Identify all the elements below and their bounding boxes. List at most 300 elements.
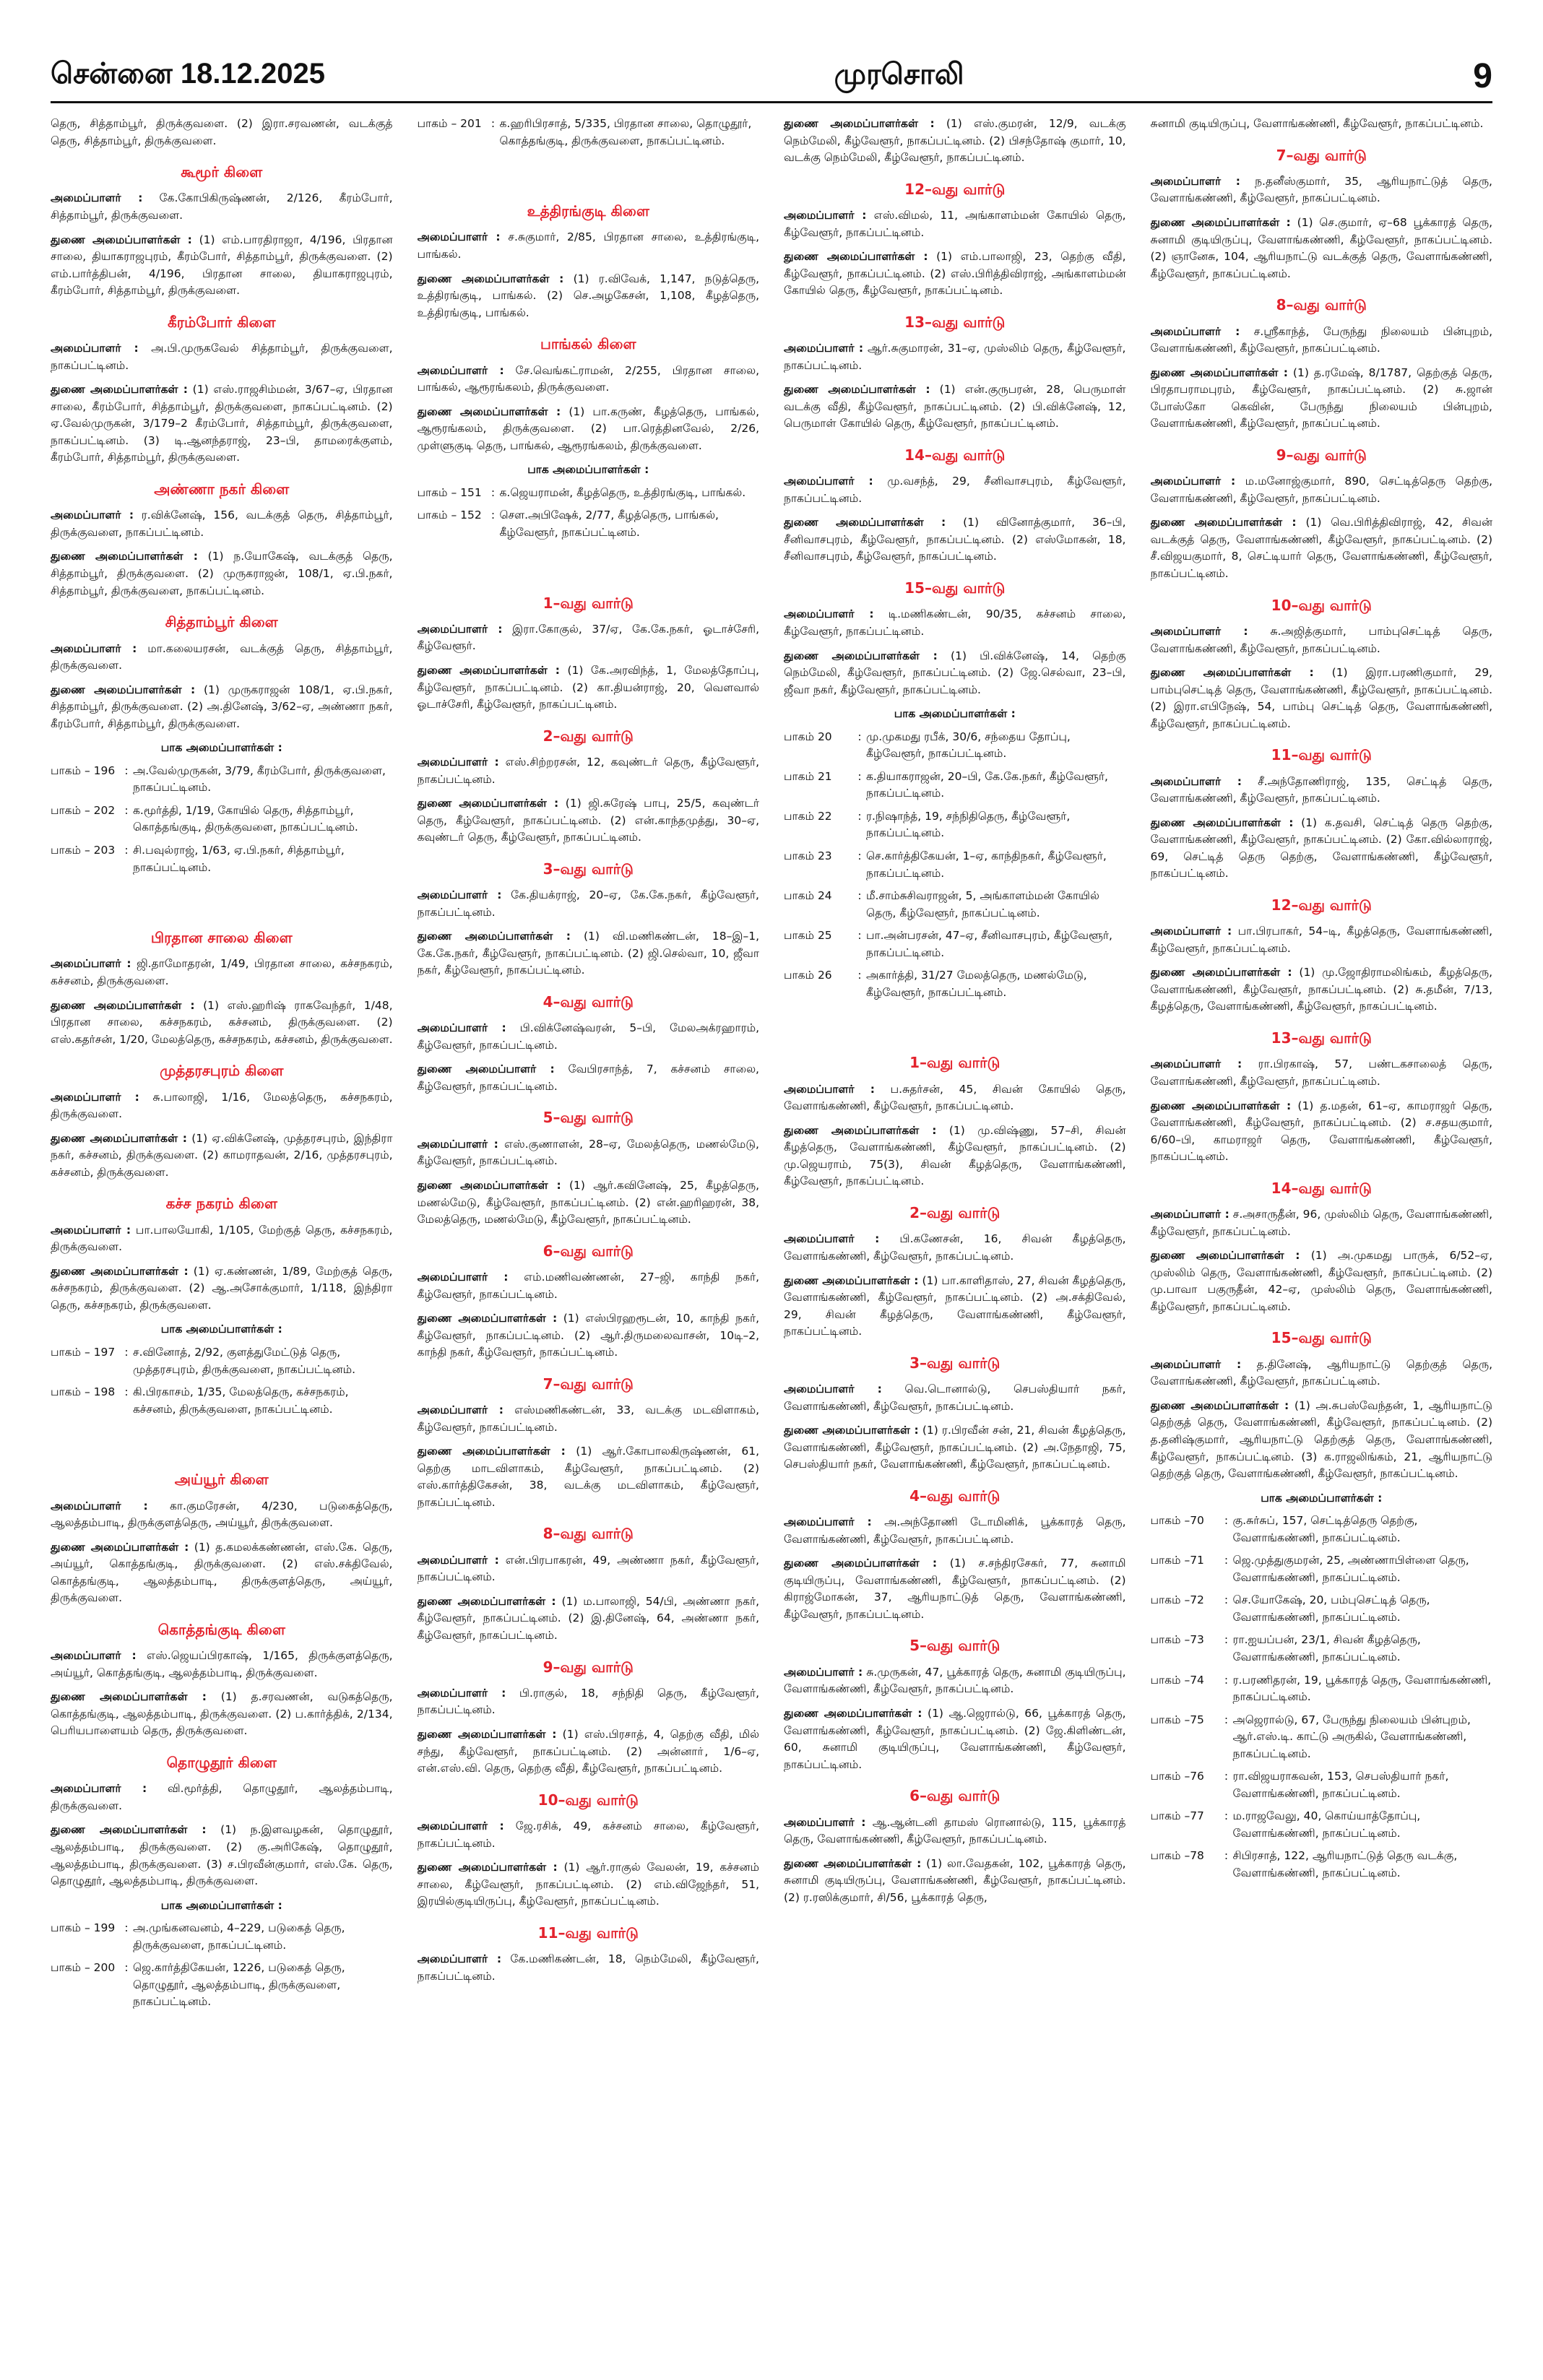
entry-paragraph: [1151, 623, 1493, 657]
role-label: துணை அமைப்பாளர்கள் :: [784, 516, 946, 529]
booth-number: பாகம் –70: [1150, 1514, 1204, 1528]
booth-entry: [784, 967, 1126, 1001]
booth-entry: [1151, 1768, 1493, 1802]
role-label: அமைப்பாளர் :: [784, 1515, 872, 1529]
section-heading: 1–வது வார்டு: [543, 594, 634, 612]
section-heading: 11–வது வார்டு: [537, 1924, 639, 1942]
column-3: [784, 116, 1126, 2362]
role-label: துணை அமைப்பாளர்கள் :: [51, 1540, 189, 1554]
role-label: அமைப்பாளர் :: [51, 641, 137, 655]
entry-paragraph: [418, 621, 760, 655]
entry-text: (1) ஏ.கண்ணன், 1/89, மேற்குத் தெரு, கச்சநகரம், திருக்குவளை. (2) ஆ.அசோக்குமார், 1/118, இந்திரா தெரு, கச்சநகரம், திருக்குவளை.: [51, 1264, 393, 1312]
booth-separator: :: [490, 117, 496, 130]
section-heading: 14–வது வார்டு: [904, 446, 1006, 464]
section-heading: 7–வது வார்டு: [543, 1375, 634, 1393]
booth-entry: [1151, 1632, 1493, 1666]
entry-text: சு.முருகன், 47, பூக்காரத் தெரு, சுனாமி குடியிருப்பு, வேளாங்கண்ணி, கீழ்வேளூர், நாகப்பட்டினம்.: [784, 1665, 1126, 1696]
entry-text: (1) பா.கருண், கீழத்தெரு, பாங்கல், ஆரூரங்கலம், திருக்குவளை. (2) பா.ரெத்தினவேல், 2/26, முள்ளுகுடி தெரு, பாங்கல், ஆரூரங்கலம், திருக்குவளை.: [417, 404, 759, 452]
booth-separator: :: [857, 809, 862, 823]
role-label: அமைப்பாளர் :: [784, 1232, 880, 1246]
entry-paragraph: [784, 340, 1126, 374]
section-heading: 13–வது வார்டு: [904, 313, 1006, 331]
entry-paragraph: [1151, 1356, 1493, 1390]
section-heading: 12–வது வார்டு: [1271, 896, 1372, 914]
entry-paragraph: [784, 648, 1126, 699]
booth-entry: [418, 485, 760, 502]
entry-text: (1) எஸ்.குமரன், 12/9, வடக்கு நெம்மேலி, கீழ்வேளூர், நாகப்பட்டினம். (2) பிசந்தோஷ் குமார், 10, வடக்கு நெம்மேலி, கீழ்வேளூர், நாகப்பட்டினம்.: [784, 117, 1126, 165]
entry-paragraph: [1151, 215, 1493, 282]
entry-text: (1) ந.யோகேஷ், வடக்குத் தெரு, சித்தாம்பூர், திருக்குவளை. (2) முருகராஜன், 108/1, ஏ.பி.நகர், சித்தாம்பூர், திருக்குவளை, நாகப்பட்டினம்.: [51, 550, 393, 597]
entry-paragraph: [418, 1443, 760, 1511]
booth-person: க.ஹரிபிரசாத், 5/335, பிரதான சாலை, தொழுதூர், கொத்தங்குடி, திருக்குவளை, நாகப்பட்டினம்.: [499, 117, 752, 147]
entry-paragraph: [418, 1685, 760, 1719]
role-label: துணை அமைப்பாளர்கள் :: [51, 233, 192, 246]
booth-entry: [784, 769, 1126, 802]
entry-text: ரா.பிரகாஷ், 57, பண்டகசாலைத் தெரு, வேளாங்கண்ணி, கீழ்வேளூர், நாகப்பட்டினம்.: [1150, 1057, 1492, 1088]
booth-number: பாகம் – 198: [51, 1385, 116, 1399]
entry-text: பி.கணேசன், 16, சிவன் கீழத்தெரு, வேளாங்கண்ணி, கீழ்வேளூர், நாகப்பட்டினம்.: [784, 1232, 1126, 1263]
entry-paragraph: [784, 1273, 1126, 1341]
entry-text: (1) ந.இளவழகன், தொழுதூர், ஆலத்தம்பாடி, திருக்குவளை. (2) கு.அரிகேஷ், தொழுதூர், ஆலத்தம்பாடி, திருக்குவளை. (3) ச.பிரவீன்குமார், எஸ்.கே. தெரு, தொழுதூர், ஆலத்தம்பாடி, திருக்குவளை.: [51, 1823, 393, 1888]
booth-person: அகார்த்தி, 31/27 மேலத்தெரு, மணல்மேடு, கீழ்வேளூர், நாகப்பட்டினம்.: [866, 969, 1087, 999]
role-label: அமைப்பாளர் :: [417, 230, 501, 244]
role-label: அமைப்பாளர் :: [784, 1082, 875, 1096]
role-label: துணை அமைப்பாளர்கள் :: [51, 1264, 189, 1278]
section-heading: 1–வது வார்டு: [909, 1054, 1000, 1072]
entry-text: மு.வசந்த், 29, சீனிவாசபுரம், கீழ்வேளூர், நாகப்பட்டினம்.: [784, 475, 1126, 505]
booth-entry: [784, 927, 1126, 961]
role-label: துணை அமைப்பாளர்கள் :: [1150, 666, 1314, 680]
booth-person: க.மூர்த்தி, 1/19, கோயில் தெரு, சித்தாம்பூர், கொத்தங்குடி, திருக்குவளை, நாகப்பட்டினம்.: [133, 803, 358, 834]
section-heading: 5–வது வார்டு: [909, 1637, 1000, 1655]
section-heading: 9–வது வார்டு: [543, 1658, 634, 1676]
booth-person: சிபிரசாத், 122, ஆரியநாட்டுத் தெரு வடக்கு, வேளாங்கண்ணி, நாகப்பட்டினம்.: [1232, 1849, 1458, 1879]
booth-entry: [1151, 1552, 1493, 1586]
booth-person: கு.சுர்சுப், 157, செட்டித்தெரு தெற்கு, வேளாங்கண்ணி, நாகப்பட்டினம்.: [1232, 1514, 1418, 1544]
booth-separator: :: [124, 1961, 129, 1975]
booth-separator: :: [857, 929, 862, 943]
booth-number: பாகம் –73: [1150, 1633, 1204, 1647]
entry-text: எஸ்.குணாளன், 28–ஏ, மேலத்தெரு, மணல்மேடு, கீழ்வேளூர், நாகப்பட்டினம்.: [417, 1137, 759, 1168]
section-heading: 13–வது வார்டு: [1271, 1029, 1372, 1047]
booth-person: ரா.ஐயப்பன், 23/1, சிவன் கீழத்தெரு, வேளாங்கண்ணி, நாகப்பட்டினம்.: [1232, 1633, 1421, 1663]
booth-number: பாகம் 24: [784, 889, 832, 903]
entry-paragraph: [784, 514, 1126, 566]
role-label: அமைப்பாளர் :: [1150, 324, 1240, 338]
role-label: துணை அமைப்பாளர்கள் :: [784, 1123, 937, 1137]
booth-entry: [1151, 1808, 1493, 1842]
entry-paragraph: [51, 116, 393, 150]
role-label: அமைப்பாளர் :: [1150, 925, 1232, 938]
entry-paragraph: [418, 662, 760, 714]
entry-paragraph: [418, 1402, 760, 1436]
booth-number: பாகம் – 203: [51, 843, 116, 857]
entry-paragraph: [784, 1231, 1126, 1265]
entry-text: ஜி.தாமோதரன், 1/49, பிரதான சாலை, கச்சநகரம், கச்சனம், திருக்குவளை.: [51, 957, 393, 987]
booth-number: பாகம் 26: [784, 969, 832, 982]
role-label: துணை அமைப்பாளர்கள் :: [51, 383, 188, 397]
role-label: துணை அமைப்பாளர்கள் :: [417, 272, 564, 285]
booth-separator: :: [1224, 1514, 1229, 1528]
role-label: அமைப்பாளர் :: [417, 1553, 499, 1567]
role-label: அமைப்பாளர் :: [51, 509, 134, 522]
entry-text: (1) ஆர்.ராகுல் வேலன், 19, கச்சனம் சாலை, கீழ்வேளூர், நாகப்பட்டினம். (2) எம்.விஜேந்தர், 51, இரயில்குடியிருப்பு, கீழ்வேளூர், நாகப்பட்டினம்.: [417, 1861, 759, 1908]
booth-entry: [51, 1960, 393, 2011]
booth-person: செ.யோகேஷ், 20, பம்புசெட்டித் தெரு, வேளாங்கண்ணி, நாகப்பட்டினம்.: [1232, 1593, 1430, 1624]
section-heading: 2–வது வார்டு: [909, 1204, 1000, 1222]
entry-text: சே.வெங்கட்ராமன், 2/255, பிரதான சாலை, பாங்கல், ஆரூரங்கலம், திருக்குவளை.: [417, 363, 759, 394]
entry-text: டி.மணிகண்டன், 90/35, கச்சனம் சாலை, கீழ்வேளூர், நாகப்பட்டினம்.: [784, 607, 1126, 638]
role-label: துணை அமைப்பாளர்கள் :: [784, 117, 935, 130]
article-columns: [51, 116, 1492, 2362]
role-label: துணை அமைப்பாளர்கள் :: [417, 664, 560, 678]
entry-paragraph: [418, 887, 760, 921]
entry-text: கே.தியக்ராஜ், 20–ஏ, கே.கே.நகர், கீழ்வேளூர், நாகப்பட்டினம்.: [417, 888, 759, 919]
entry-paragraph: [784, 606, 1126, 640]
role-label: துணை அமைப்பாளர்கள் :: [1150, 365, 1288, 379]
entry-text: பி.விக்னேஷ்வரன், 5–பி, மேலஅக்ரஹாரம், கீழ்வேளூர், நாகப்பட்டினம்.: [417, 1021, 759, 1052]
role-label: துணை அமைப்பாளர்கள் :: [784, 383, 930, 397]
entry-paragraph: [1151, 514, 1493, 582]
section-heading: 15–வது வார்டு: [1271, 1329, 1372, 1347]
entry-paragraph: [1151, 815, 1493, 883]
entry-paragraph: [1151, 173, 1493, 207]
booth-number: பாகம் 21: [784, 769, 832, 783]
entry-text: (1) மு.ஜோதிராமலிங்கம், கீழத்தெரு, வேளாங்கண்ணி, கீழ்வேளூர், நாகப்பட்டினம். (2) சு.தமீன், 7/13, கீழத்தெரு, வேளாங்கண்ணி, கீழ்வேளூர், நாகப்பட்டினம்.: [1150, 966, 1492, 1013]
booth-entry: [418, 116, 760, 150]
entry-text: எஸ்மணிகண்டன், 33, வடக்கு மடவிளாகம், கீழ்வேளூர், நாகப்பட்டினம்.: [417, 1403, 759, 1434]
booth-person: ச.வினோத், 2/92, குளத்துமேட்டுத் தெரு, முத்தரசபுரம், திருக்குவளை, நாகப்பட்டினம்.: [133, 1345, 355, 1376]
booth-subheading: பாக அமைப்பாளர்கள் :: [1261, 1491, 1383, 1505]
entry-paragraph: [418, 1593, 760, 1645]
entry-paragraph: [418, 1310, 760, 1362]
role-label: துணை அமைப்பாளர்கள் :: [51, 1690, 207, 1704]
entry-text: (1) என்.குருபரன், 28, பெருமாள் வடக்கு வீதி, கீழ்வேளூர், நாகப்பட்டினம். (2) பி.விக்னேஷ், 12, பெருமாள் கோயில் தெரு, கீழ்வேளூர், நாகப்பட்டினம்.: [784, 383, 1126, 430]
role-label: துணை அமைப்பாளர்கள் :: [417, 930, 571, 943]
role-label: துணை அமைப்பாளர்கள் :: [417, 1178, 561, 1192]
booth-separator: :: [1224, 1770, 1229, 1783]
role-label: துணை அமைப்பாளர்கள் :: [1150, 1398, 1289, 1412]
entry-text: ர.விக்னேஷ், 156, வடக்குத் தெரு, சித்தாம்பூர், திருக்குவளை, நாகப்பட்டினம்.: [51, 509, 393, 539]
entry-paragraph: [418, 1552, 760, 1586]
role-label: அமைப்பாளர் :: [417, 1686, 506, 1700]
booth-person: க.ஜெயராமன், கீழத்தெரு, உத்திரங்குடி, பாங்கல்.: [499, 485, 746, 499]
entry-paragraph: [784, 1705, 1126, 1773]
role-label: அமைப்பாளர் :: [784, 1815, 866, 1829]
section-heading: 7–வது வார்டு: [1276, 146, 1367, 164]
booth-person: சௌ.அபிஷேக், 2/77, கீழத்தெரு, பாங்கல், கீழ்வேளூர், நாகப்பட்டினம்.: [499, 509, 719, 539]
booth-number: பாகம் 22: [784, 809, 832, 823]
entry-paragraph: [418, 1177, 760, 1229]
entry-paragraph: [51, 998, 393, 1049]
section-heading: கொத்தங்குடி கிளை: [157, 1620, 285, 1638]
booth-number: பாகம் – 151: [417, 485, 482, 499]
section-heading: கீரம்போர் கிளை: [167, 313, 276, 331]
entry-text: ஜே.ரசிக், 49, கச்சனம் சாலை, கீழ்வேளூர், நாகப்பட்டினம்.: [417, 1819, 759, 1850]
entry-paragraph: [51, 340, 393, 374]
section-heading: கூமூர் கிளை: [181, 163, 263, 181]
entry-paragraph: [418, 754, 760, 788]
booth-separator: :: [857, 889, 862, 903]
booth-number: பாகம் –71: [1150, 1554, 1204, 1567]
booth-separator: :: [857, 969, 862, 982]
section-heading: சித்தாம்பூர் கிளை: [165, 613, 278, 631]
booth-separator: :: [1224, 1554, 1229, 1567]
entry-text: இரா.கோகுல், 37/ஏ, கே.கே.நகர், ஓடாச்சேரி, கீழ்வேளூர்.: [417, 622, 759, 653]
section-heading: 5–வது வார்டு: [543, 1109, 634, 1127]
entry-paragraph: [51, 1648, 393, 1682]
booth-number: பாகம் – 197: [51, 1345, 116, 1359]
booth-entry: [784, 729, 1126, 763]
role-label: அமைப்பாளர் :: [417, 756, 499, 769]
entry-text: (1) த.மதன், 61–ஏ, காமராஜர் தெரு, வேளாங்கண்ணி, கீழ்வேளூர், நாகப்பட்டினம். (2) ச.சதயகுமார், 6/60–பி, காமராஜர் தெரு, வேளாங்கண்ணி, கீழ்வேளூர், நாகப்பட்டினம்.: [1150, 1099, 1492, 1164]
booth-entry: [1151, 1848, 1493, 1882]
booth-entry: [418, 507, 760, 541]
section-heading: தொழுதூர் கிளை: [166, 1753, 277, 1771]
section-heading: 12–வது வார்டு: [904, 180, 1006, 198]
role-label: துணை அமைப்பாளர்கள் :: [417, 1861, 558, 1874]
entry-paragraph: [784, 473, 1126, 507]
entry-paragraph: [784, 1381, 1126, 1415]
entry-text: (1) இரா.பரணிகுமார், 29, பாம்புசெட்டித் தெரு, வேளாங்கண்ணி, கீழ்வேளூர், நாகப்பட்டினம். (2) இரா.எபிநேஷ், 54, பாம்பு செட்டித் தெரு, வேளாங்கண்ணி, கீழ்வேளூர், நாகப்பட்டினம்.: [1150, 666, 1492, 730]
role-label: அமைப்பாளர் :: [51, 191, 143, 205]
newspaper-title: முரசொலி: [834, 57, 964, 91]
entry-text: ச.சுகுமார், 2/85, பிரதான சாலை, உத்திரங்குடி, பாங்கல்.: [417, 230, 759, 261]
entry-paragraph: [51, 1130, 393, 1182]
entry-text: சு.பாலாஜி, 1/16, மேலத்தெரு, கச்சநகரம், திருக்குவளை.: [51, 1090, 393, 1121]
entry-text: (1) பா.காளிதாஸ், 27, சிவன் கீழத்தெரு, வேளாங்கண்ணி, கீழ்வேளூர், நாகப்பட்டினம். (2) அ.சக்திவேல், 29, சிவன் கீழத்தெரு, வேளாங்கண்ணி, கீழ்வேளூர், நாகப்பட்டினம்.: [784, 1273, 1126, 1338]
section-heading: 11–வது வார்டு: [1271, 746, 1372, 764]
entry-text: (1) த.கமலக்கண்ணன், எஸ்.கே. தெரு, அய்யூர், கொத்தங்குடி, திருக்குவளை. (2) எஸ்.சக்திவேல், கொத்தங்குடி, ஆலத்தம்பாடி, திருக்குளத்தெரு, அய்யூர், திருக்குவளை.: [51, 1540, 393, 1605]
entry-paragraph: [51, 1822, 393, 1890]
entry-paragraph: [784, 207, 1126, 241]
entry-paragraph: [784, 1856, 1126, 1907]
booth-entry: [51, 763, 393, 797]
entry-text: (1) எஸ்பிரஹரூடன், 10, காந்தி நகர், கீழ்வேளூர், நாகப்பட்டினம். (2) ஆர்.திருமலைவாசன், 10டி–2, காந்தி நகர், கீழ்வேளூர், நாகப்பட்டினம்.: [417, 1312, 759, 1359]
role-label: அமைப்பாளர் :: [417, 1271, 509, 1284]
entry-text: எஸ்.விமல், 11, அங்காளம்மன் கோயில் தெரு, கீழ்வேளூர், நாகப்பட்டினம்.: [784, 209, 1126, 239]
entry-paragraph: [51, 1539, 393, 1607]
role-label: துணை அமைப்பாளர்கள் :: [417, 1594, 556, 1608]
booth-number: பாகம் – 152: [417, 509, 482, 522]
entry-paragraph: [51, 232, 393, 300]
booth-person: பா.அன்பரசன், 47–ஏ, சீனிவாசபுரம், கீழ்வேளூர், நாகப்பட்டினம்.: [866, 929, 1112, 959]
column-2: [418, 116, 760, 2362]
booth-entry: [51, 842, 393, 876]
role-label: அமைப்பாளர் :: [1150, 774, 1242, 788]
role-label: அமைப்பாளர் :: [784, 209, 867, 222]
role-label: துணை அமைப்பாளர்கள் :: [784, 250, 928, 264]
entry-text: த.தினேஷ், ஆரியநாட்டு தெற்குத் தெரு, வேளாங்கண்ணி, கீழ்வேளூர், நாகப்பட்டினம்.: [1150, 1357, 1492, 1388]
booth-entry: [51, 802, 393, 836]
booth-person: மு.முகமது ரபீக், 30/6, சந்தைய தோப்பு, கீழ்வேளூர், நாகப்பட்டினம்.: [866, 730, 1071, 761]
role-label: துணை அமைப்பாளர்கள் :: [417, 1445, 566, 1458]
role-label: அமைப்பாளர் :: [51, 342, 139, 355]
entry-paragraph: [1151, 473, 1493, 507]
booth-number: பாகம் 23: [784, 849, 832, 862]
section-heading: 15–வது வார்டு: [904, 579, 1006, 597]
booth-entry: [51, 1344, 393, 1378]
entry-paragraph: [51, 956, 393, 990]
entry-text: (1) அ.சுபஸ்வேந்தன், 1, ஆரியநாட்டு தெற்குத் தெரு, வேளாங்கண்ணி, கீழ்வேளூர், நாகப்பட்டினம். (2) த.தனிஷ்குமார், ஆரியநாட்டு தெற்குத் தெரு, வேளாங்கண்ணி, கீழ்வேளூர், நாகப்பட்டினம். (3) க.ராஜலிங்கம், 21, ஆரியநாட்டு தெற்குத் தெரு, வேளாங்கண்ணி, கீழ்வேளூர், நாகப்பட்டினம்.: [1150, 1398, 1492, 1481]
role-label: அமைப்பாளர் :: [784, 342, 864, 355]
booth-person: ர.நிஷாந்த், 19, சந்நிதிதெரு, கீழ்வேளூர், நாகப்பட்டினம்.: [866, 809, 1071, 840]
entry-paragraph: [1151, 116, 1493, 133]
role-label: அமைப்பாளர் :: [1150, 1057, 1242, 1071]
entry-paragraph: [418, 404, 760, 455]
entry-text: (1) எம்.பாரதிராஜா, 4/196, பிரதான சாலை, தியாகராஜபுரம், கீரம்போர், சித்தாம்பூர், திருக்குவளை. (2) எம்.பார்த்திபன், 4/196, பிரதான சாலை, தியாகராஜபுரம், கீரம்போர், சித்தாம்பூர், திருக்குவளை.: [51, 233, 393, 298]
entry-text: கே.கோபிகிருஷ்ணன், 2/126, கீரம்போர், சித்தாம்பூர், திருக்குவளை.: [51, 191, 393, 222]
booth-separator: :: [124, 1345, 129, 1359]
booth-person: ர.பரணிதரன், 19, பூக்காரத் தெரு, வேளாங்கண்ணி, நாகப்பட்டினம்.: [1232, 1673, 1492, 1704]
role-label: அமைப்பாளர் :: [417, 1819, 504, 1833]
role-label: துணை அமைப்பாளர்கள் :: [1150, 966, 1292, 979]
booth-entry: [51, 1384, 393, 1418]
entry-paragraph: [51, 1089, 393, 1123]
entry-text: வெ.டொனால்டு, செபஸ்தியார் நகர், வேளாங்கண்ணி, கீழ்வேளூர், நாகப்பட்டினம்.: [784, 1382, 1126, 1413]
entry-text: (1) ஏ.விக்னேஷ், முத்தரசபுரம், இந்திரா நகர், கச்சனம், திருக்குவளை. (2) காமராதவன், 2/16, முத்தரசபுரம், கச்சனம், திருக்குவளை.: [51, 1131, 393, 1179]
entry-text: (1) கே.அரவிந்த், 1, மேலத்தோப்பு, கீழ்வேளூர், நாகப்பட்டினம். (2) கா.தியன்ராஜ், 20, வெளவால் ஓடாச்சேரி, கீழ்வேளூர், நாகப்பட்டினம்.: [417, 664, 759, 711]
entry-text: (1) க.தவசி, செட்டித் தெரு தெற்கு, வேளாங்கண்ணி, கீழ்வேளூர், நாகப்பட்டினம். (2) கோ.வில்லாராஜ், 69, செட்டித் தெரு தெற்கு, வேளாங்கண்ணி, கீழ்வேளூர், நாகப்பட்டினம்.: [1150, 815, 1492, 880]
role-label: அமைப்பாளர் :: [1150, 624, 1248, 638]
role-label: துணை அமைப்பாளர்கள் :: [784, 1706, 922, 1720]
booth-separator: :: [857, 769, 862, 783]
booth-separator: :: [490, 485, 496, 499]
role-label: அமைப்பாளர் :: [51, 957, 131, 971]
role-label: அமைப்பாளர் :: [417, 363, 504, 377]
entry-paragraph: [51, 507, 393, 541]
entry-paragraph: [418, 363, 760, 397]
entry-paragraph: [1151, 1206, 1493, 1240]
booth-person: அ.முங்கனவனம், 4–229, படுகைத் தெரு, திருக்குவளை, நாகப்பட்டினம்.: [133, 1921, 345, 1952]
entry-paragraph: [1151, 1098, 1493, 1166]
role-label: துணை அமைப்பாளர்கள் :: [51, 683, 196, 696]
page-number: 9: [1473, 56, 1492, 95]
role-label: துணை அமைப்பாளர்கள் :: [51, 1823, 207, 1837]
booth-number: பாகம் –78: [1150, 1849, 1204, 1863]
booth-number: பாகம் – 196: [51, 763, 116, 777]
entry-text: சுனாமி குடியிருப்பு, வேளாங்கண்ணி, கீழ்வேளூர், நாகப்பட்டினம்.: [1150, 117, 1484, 130]
entry-paragraph: [51, 1222, 393, 1256]
booth-entry: [784, 848, 1126, 882]
booth-entry: [1151, 1513, 1493, 1546]
role-label: அமைப்பாளர் :: [51, 1499, 148, 1513]
booth-entry: [1151, 1592, 1493, 1626]
entry-paragraph: [418, 1818, 760, 1852]
booth-number: பாகம் – 200: [51, 1961, 116, 1975]
role-label: அமைப்பாளர் :: [417, 1021, 506, 1035]
role-label: துணை அமைப்பாளர்கள் :: [417, 797, 559, 810]
entry-text: சீ.அந்தோணிராஜ், 135, செட்டித் தெரு, வேளாங்கண்ணி, கீழ்வேளூர், நாகப்பட்டினம்.: [1150, 774, 1492, 805]
section-heading: அண்ணா நகர் கிளை: [154, 480, 290, 498]
booth-separator: :: [1224, 1633, 1229, 1647]
role-label: துணை அமைப்பாளர்கள் :: [1150, 216, 1291, 230]
role-label: அமைப்பாளர் :: [417, 1403, 503, 1417]
section-heading: 8–வது வார்டு: [543, 1525, 634, 1543]
booth-number: பாகம் –74: [1150, 1673, 1204, 1687]
role-label: அமைப்பாளர் :: [784, 475, 873, 488]
entry-text: (1) செ.குமார், ஏ–68 பூக்காரத் தெரு, சுனாமி குடியிருப்பு, வேளாங்கண்ணி, கீழ்வேளூர், நாகப்பட்டினம். (2) ஞானேசு, 104, ஆரியநாட்டு வடக்குத் தெரு, வேளாங்கண்ணி, கீழ்வேளூர், நாகப்பட்டினம்.: [1150, 216, 1492, 280]
entry-text: வேபிரசாந்த், 7, கச்சனம் சாலை, கீழ்வேளூர், நாகப்பட்டினம்.: [417, 1063, 759, 1093]
role-label: அமைப்பாளர் :: [417, 888, 502, 902]
entry-paragraph: [51, 381, 393, 467]
entry-paragraph: [51, 682, 393, 733]
booth-entry: [51, 1920, 393, 1954]
entry-paragraph: [418, 1061, 760, 1095]
entry-paragraph: [1151, 1398, 1493, 1483]
role-label: துணை அமைப்பாளர்கள் :: [1150, 1249, 1300, 1263]
entry-text: கா.குமரேசன், 4/230, படுகைத்தெரு, ஆலத்தம்பாடி, திருக்குளத்தெரு, அய்யூர், திருக்குவளை.: [51, 1499, 393, 1530]
role-label: துணை அமைப்பாளர்கள் :: [51, 550, 198, 563]
entry-paragraph: [418, 1859, 760, 1911]
role-label: அமைப்பாளர் :: [1150, 174, 1240, 188]
entry-paragraph: [51, 1498, 393, 1532]
entry-paragraph: [784, 1664, 1126, 1698]
booth-number: பாகம் – 202: [51, 803, 116, 817]
section-heading: முத்தரசபுரம் கிளை: [160, 1062, 284, 1080]
booth-number: பாகம் –72: [1150, 1593, 1204, 1607]
role-label: துணை அமைப்பாளர்கள் :: [417, 1728, 557, 1741]
role-label: துணை அமைப்பாளர்கள் :: [1150, 516, 1297, 529]
role-label: அமைப்பாளர் :: [784, 1382, 882, 1396]
booth-person: செ.கார்த்திகேயன், 1–ஏ, காந்திநகர், கீழ்வேளூர், நாகப்பட்டினம்.: [866, 849, 1107, 880]
section-heading: 3–வது வார்டு: [543, 860, 634, 878]
booth-separator: :: [1224, 1593, 1229, 1607]
entry-text: மா.கலையரசன், வடக்குத் தெரு, சித்தாம்பூர், திருக்குவளை.: [51, 641, 393, 672]
booth-entry: [784, 888, 1126, 922]
entry-paragraph: [784, 1555, 1126, 1623]
booth-number: பாகம் 20: [784, 730, 832, 743]
booth-number: பாகம் –77: [1150, 1809, 1204, 1823]
entry-paragraph: [784, 1514, 1126, 1548]
entry-text: ப.சுதர்சன், 45, சிவன் கோயில் தெரு, வேளாங்கண்ணி, கீழ்வேளூர், நாகப்பட்டினம்.: [784, 1082, 1126, 1113]
role-label: அமைப்பாளர் :: [417, 1952, 502, 1966]
entry-text: (1) ர.விவேக், 1,147, நடுத்தெரு, உத்திரங்குடி, பாங்கல். (2) செ.அழகேசன், 1,108, கீழத்தெரு, உத்திரங்குடி, பாங்கல்.: [417, 272, 759, 319]
entry-text: (1) லா.வேதகன், 102, பூக்காரத் தெரு, சுனாமி குடியிருப்பு, வேளாங்கண்ணி, கீழ்வேளூர், நாகப்பட்டினம். (2) ர.ரஸிக்குமார், சி/56, பூக்காரத் தெரு,: [784, 1856, 1126, 1904]
entry-text: எஸ்.சிற்றரசன், 12, கவுண்டர் தெரு, கீழ்வேளூர், நாகப்பட்டினம்.: [417, 756, 759, 786]
booth-subheading: பாக அமைப்பாளர்கள் :: [894, 707, 1016, 721]
entry-text: (1) த.ரமேஷ், 8/1787, தெற்குத் தெரு, பிரதாபராமபுரம், கீழ்வேளூர், நாகப்பட்டினம். (2) சு.ஜான் போஸ்கோ கெவின், பேருந்து நிலையம் பின்புறம், வேளாங்கண்ணி, கீழ்வேளூர், நாகப்பட்டினம்.: [1150, 365, 1492, 430]
booth-number: பாகம் – 199: [51, 1921, 116, 1935]
entry-text: (1) த.சரவணன், வடுகத்தெரு, கொத்தங்குடி, ஆலத்தம்பாடி, திருக்குவளை. (2) ப.கார்த்திக், 2/134, பெரியபாளையம் தெரு, திருக்குவளை.: [51, 1690, 393, 1738]
booth-separator: :: [1224, 1849, 1229, 1863]
role-label: துணை அமைப்பாளர்கள் :: [1150, 815, 1294, 829]
entry-text: (1) ம.பாலாஜி, 54/பி, அண்ணா நகர், கீழ்வேளூர், நாகப்பட்டினம். (2) இ.தினேஷ், 64, அண்ணா நகர், கீழ்வேளூர், நாகப்பட்டினம்.: [417, 1594, 759, 1642]
entry-paragraph: [784, 1422, 1126, 1474]
entry-text: (1) பி.விக்னேஷ், 14, தெற்கு நெம்மேலி, கீழ்வேளூர், நாகப்பட்டினம். (2) ஜே.செல்வா, 23–பி, ஜீவா நகர், கீழ்வேளூர், நாகப்பட்டினம்.: [784, 649, 1126, 696]
role-label: துணை அமைப்பாளர்கள் :: [51, 998, 195, 1012]
entry-text: (1) வினோத்குமார், 36–பி, சீனிவாசபுரம், கீழ்வேளூர், நாகப்பட்டினம். (2) எஸ்மோகன், 18, சீனிவாசபுரம், கீழ்வேளூர், நாகப்பட்டினம்.: [784, 516, 1126, 563]
entry-paragraph: [418, 1269, 760, 1303]
entry-paragraph: [51, 548, 393, 600]
booth-separator: :: [1224, 1673, 1229, 1687]
booth-entry: [784, 808, 1126, 842]
entry-paragraph: [784, 116, 1126, 167]
booth-separator: :: [124, 1921, 129, 1935]
role-label: துணை அமைப்பாளர்கள் :: [51, 1131, 187, 1145]
section-heading: 10–வது வார்டு: [537, 1791, 639, 1809]
entry-text: (1) ஆர்.கவினேஷ், 25, கீழத்தெரு, மணல்மேடு, கீழ்வேளூர், நாகப்பட்டினம். (2) என்.ஹரிஹரன், 38, மேலத்தெரு, மணல்மேடு, கீழ்வேளூர், நாகப்பட்டினம்.: [417, 1178, 759, 1226]
role-label: துணை அமைப்பாளர்கள் :: [417, 404, 561, 418]
booth-number: பாகம் – 201: [417, 117, 482, 130]
role-label: துணை அமைப்பாளர்கள் :: [1150, 1099, 1292, 1112]
role-label: துணை அமைப்பாளர்கள் :: [784, 1424, 919, 1437]
section-heading: பிரதான சாலை கிளை: [150, 929, 293, 947]
booth-number: பாகம் –75: [1150, 1713, 1204, 1726]
entry-paragraph: [418, 795, 760, 847]
section-heading: 4–வது வார்டு: [543, 992, 634, 1011]
section-heading: 14–வது வார்டு: [1271, 1179, 1372, 1197]
